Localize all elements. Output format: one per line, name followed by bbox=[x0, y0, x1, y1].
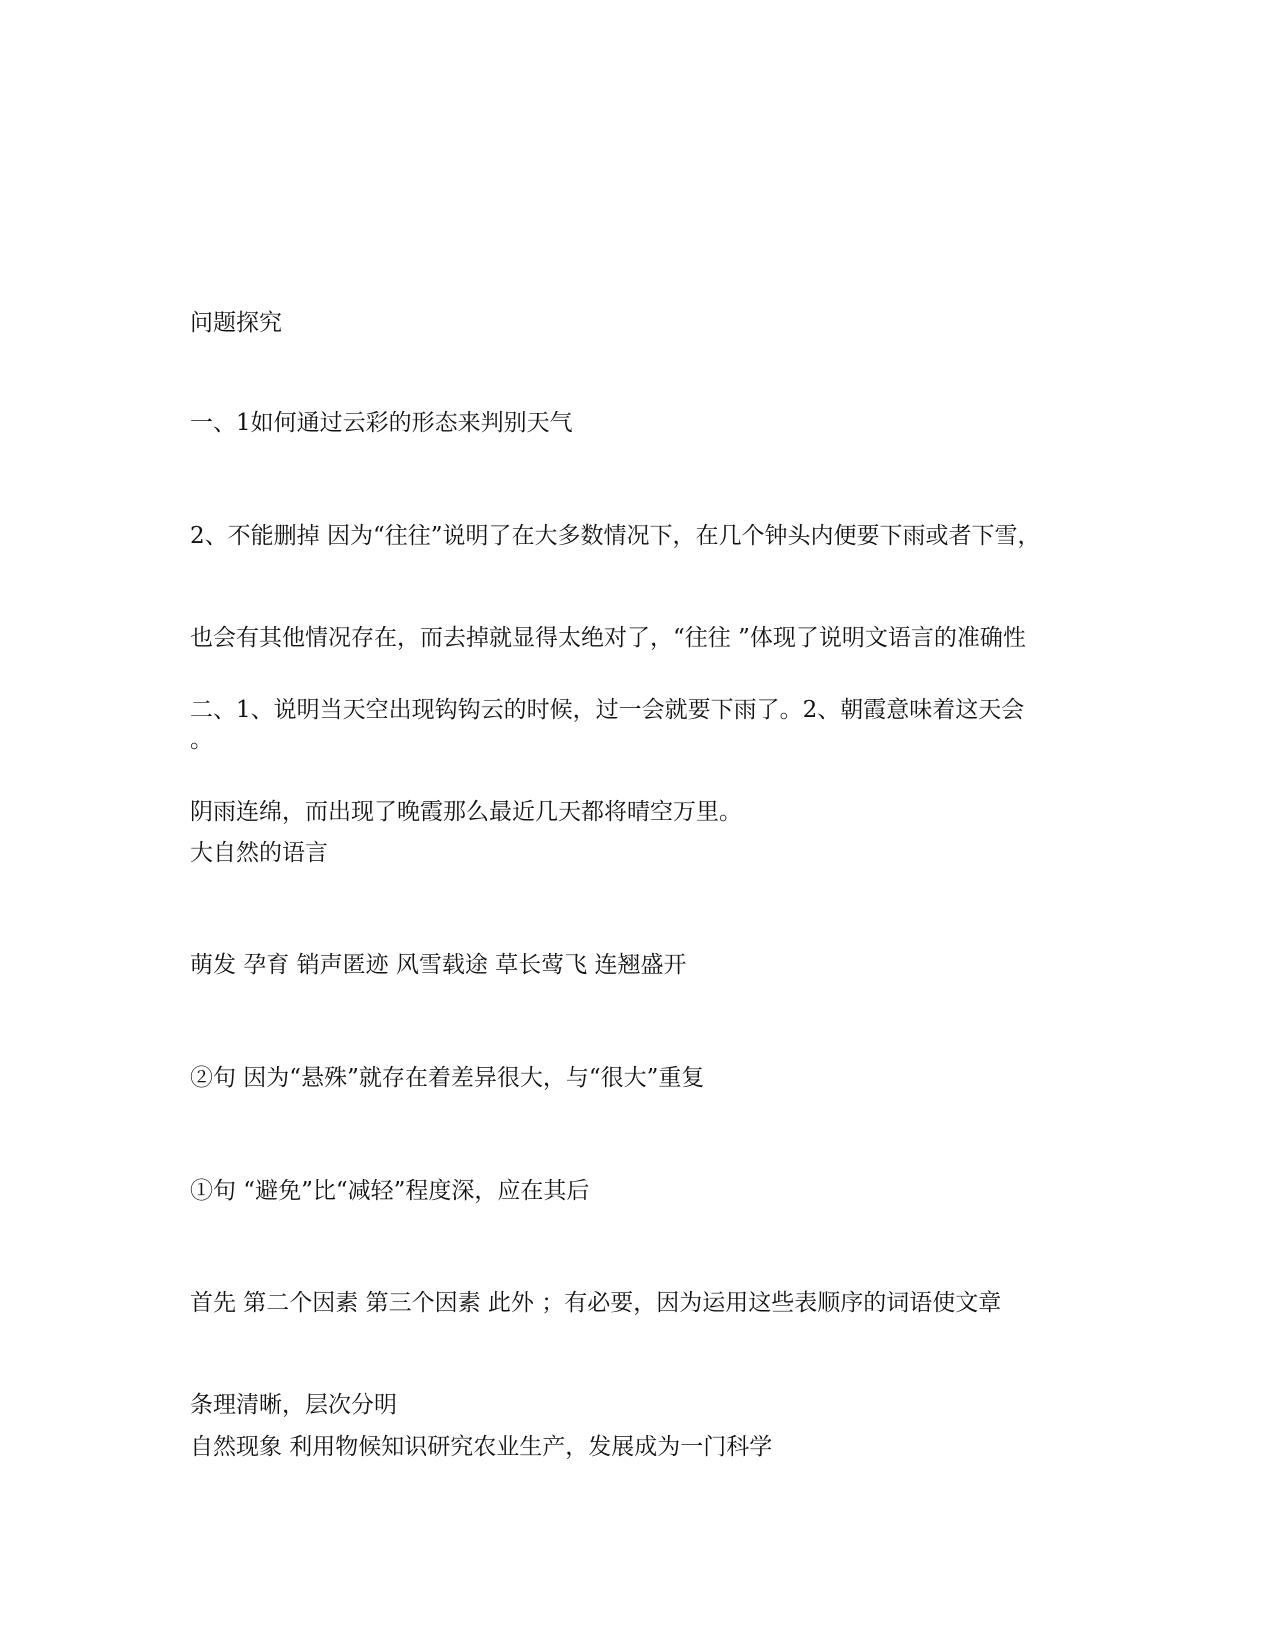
text-line: 条理清晰，层次分明 bbox=[190, 1392, 397, 1418]
text-line: 。 bbox=[190, 727, 213, 753]
paragraph-phenology bbox=[190, 1362, 1100, 1532]
text-line: ①句 “避免”比“减轻”程度深，应在其后 bbox=[190, 1178, 590, 1204]
text-line: 首先 第二个因素 第三个因素 此外 ；有必要，因为运用这些表顺序的词语使文章 bbox=[190, 1290, 1002, 1316]
text-line: 自然现象 利用物候知识研究农业生产，发展成为一门科学 bbox=[190, 1434, 773, 1460]
text-line: 问题探究 bbox=[190, 310, 282, 336]
text-line: 萌发 孕育 销声匿迹 风雪载途 草长莺飞 连翘盛开 bbox=[190, 952, 687, 978]
text-line: 也会有其他情况存在，而去掉就显得太绝对了，“往往 ”体现了说明文语言的准确性 bbox=[190, 625, 1026, 651]
text-line: ②句 因为“悬殊”就存在着差异很大，与“很大”重复 bbox=[190, 1065, 705, 1091]
text-line: 阴雨连绵，而出现了晚霞那么最近几天都将晴空万里。 bbox=[190, 799, 742, 825]
text-line: 大自然的语言 bbox=[190, 840, 328, 866]
text-line: 二、1、说明当天空出现钩钩云的时候，过一会就要下雨了。2、朝霞意味着这天会 bbox=[190, 697, 1025, 723]
text-line: 2、不能删掉 因为“往往”说明了在大多数情况下，在几个钟头内便要下雨或者下雪， bbox=[190, 523, 1041, 549]
text-line: 一、1如何通过云彩的形态来判别天气 bbox=[190, 410, 573, 436]
